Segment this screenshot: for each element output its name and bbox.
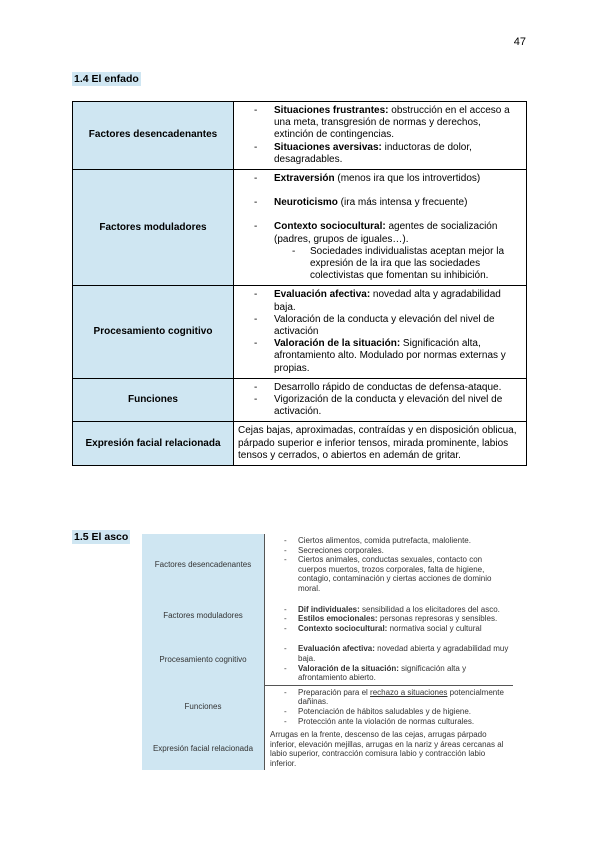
- row-content-procesamiento: [265, 635, 514, 685]
- row-content-moduladores: [234, 170, 527, 286]
- row-content-expresion: Cejas bajas, aproximadas, contraídas y en disposición oblicua, párpado superior e inferior tensos, mirada prominente, labios tensos y cerrados, o abiertos en ademán de gritar.: [234, 422, 527, 466]
- list-item: - Situaciones frustrantes: obstrucción en el acceso a una meta, transgresión de normas y derechos, extinción de contingencias.: [238, 105, 521, 142]
- table-row: [142, 635, 513, 685]
- row-label-moduladores: Factores moduladores: [142, 596, 265, 636]
- row-content-procesamiento: [234, 286, 527, 378]
- list-item: - Valoración de la situación: Significación alta, afrontamiento alto. Modulado por normas externas y propias.: [238, 338, 521, 375]
- section-heading-asco: 1.5 El asco: [74, 531, 129, 543]
- row-label-expresion: Expresión facial relacionada: [142, 728, 265, 770]
- list-item: - Ciertos animales, conductas sexuales, contacto con cuerpos muertos, trozos corporales, falta de higiene, contagio, contaminación y ciertas acciones de dominio moral.: [270, 555, 509, 593]
- table-row: [142, 534, 513, 596]
- asco-table: [142, 534, 513, 770]
- list-item: - Vigorización de la conducta y elevación del nivel de activación.: [238, 394, 521, 418]
- enfado-table: [72, 101, 527, 466]
- list-item: - Desarrollo rápido de conductas de defensa-ataque.: [238, 382, 521, 394]
- row-label-funciones: Funciones: [142, 685, 265, 728]
- row-label-funciones: Funciones: [73, 378, 234, 422]
- table-row: [73, 286, 527, 378]
- row-label-moduladores: Factores moduladores: [73, 170, 234, 286]
- table-row: [142, 728, 513, 770]
- row-label-desencadenantes: Factores desencadenantes: [142, 534, 265, 596]
- list-item: - Neuroticismo (ira más intensa y frecuente): [238, 197, 521, 209]
- table-row: [73, 422, 527, 466]
- sub-list-item: - Sociedades individualistas aceptan mejor la expresión de la ira que las sociedades colectivistas que fomentan su inhibición.: [238, 246, 521, 283]
- list-item: - Dif individuales: sensibilidad a los elicitadores del asco.: [270, 605, 509, 615]
- table-row: [142, 596, 513, 636]
- list-item: - Evaluación afectiva: novedad abierta y agradabilidad muy baja.: [270, 644, 509, 663]
- row-content-desencadenantes: [265, 534, 514, 596]
- page-number: 47: [513, 36, 526, 48]
- row-label-desencadenantes: Factores desencadenantes: [73, 102, 234, 170]
- row-content-moduladores: [265, 596, 514, 636]
- list-item: - Secreciones corporales.: [270, 546, 509, 556]
- row-content-funciones: [234, 378, 527, 422]
- list-item: - Valoración de la conducta y elevación del nivel de activación: [238, 314, 521, 338]
- table-row: [73, 102, 527, 170]
- list-item: - Extraversión (menos ira que los introvertidos): [238, 173, 521, 185]
- list-item: - Ciertos alimentos, comida putrefacta, maloliente.: [270, 536, 509, 546]
- row-content-expresion: Arrugas en la frente, descenso de las cejas, arrugas párpado inferior, elevación mejillas, arrugas en la nariz y áreas cercanas al labio superior, contracción comisura labio y contracción labio inferior.: [270, 730, 504, 768]
- row-label-procesamiento: Procesamiento cognitivo: [142, 635, 265, 685]
- row-label-procesamiento: Procesamiento cognitivo: [73, 286, 234, 378]
- table-row: [142, 685, 513, 728]
- list-item: - Contexto sociocultural: normativa social y cultural: [270, 624, 509, 634]
- row-label-expresion: Expresión facial relacionada: [73, 422, 234, 466]
- row-content-funciones: [265, 685, 514, 728]
- table-row: [73, 170, 527, 286]
- table-row: [73, 378, 527, 422]
- list-item: - Preparación para el rechazo a situaciones potencialmente dañinas.: [270, 688, 509, 707]
- list-item: - Potenciación de hábitos saludables y de higiene.: [270, 707, 509, 717]
- section-heading-enfado: 1.4 El enfado: [74, 73, 139, 85]
- row-content-desencadenantes: [234, 102, 527, 170]
- list-item: - Valoración de la situación: significación alta y afrontamiento abierto.: [270, 664, 509, 683]
- list-item: - Contexto sociocultural: agentes de socialización (padres, grupos de iguales…).: [238, 221, 521, 245]
- list-item: - Protección ante la violación de normas culturales.: [270, 717, 509, 727]
- list-item: - Estilos emocionales: personas represoras y sensibles.: [270, 614, 509, 624]
- list-item: - Situaciones aversivas: inductoras de dolor, desagradables.: [238, 142, 521, 166]
- list-item: - Evaluación afectiva: novedad alta y agradabilidad baja.: [238, 289, 521, 313]
